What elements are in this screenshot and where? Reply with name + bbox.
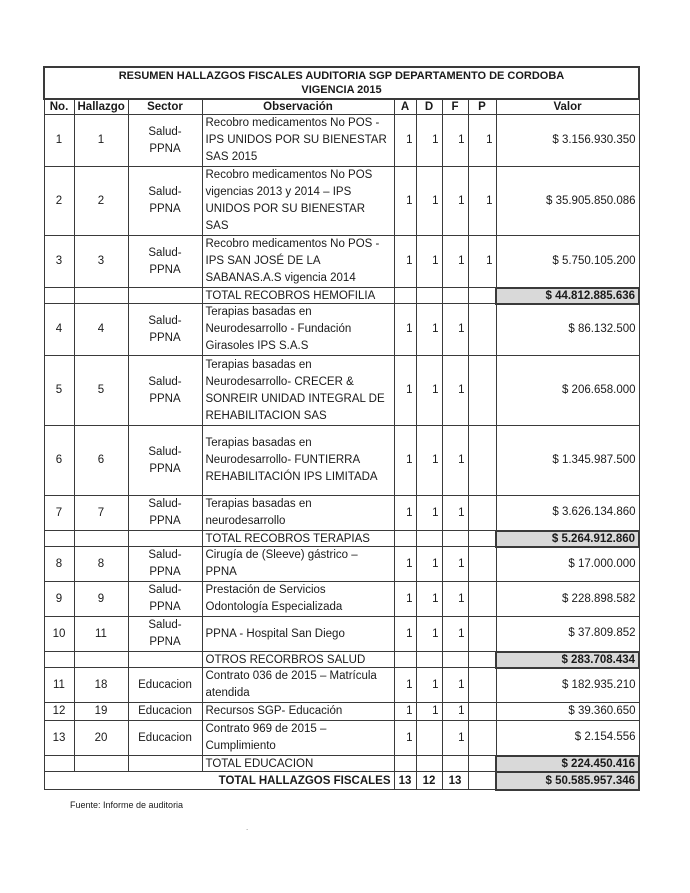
- cell-no: 3: [44, 236, 74, 288]
- cell-p: [468, 304, 496, 356]
- subtotal-blank: [128, 531, 202, 547]
- table-row: [44, 617, 639, 652]
- cell-d: 1: [416, 304, 442, 356]
- cell-d: 1: [416, 582, 442, 617]
- cell-a: 1: [394, 426, 416, 496]
- cell-f: 1: [442, 115, 468, 167]
- title-line-1: RESUMEN HALLAZGOS FISCALES AUDITORIA SGP DEPARTAMENTO DE CORDOBA: [118, 70, 565, 82]
- cell-sector: Salud- PPNA: [128, 115, 202, 167]
- cell-d: 1: [416, 236, 442, 288]
- cell-a: 1: [394, 356, 416, 426]
- subtotal-blank: [44, 756, 74, 772]
- cell-a: 1: [394, 236, 416, 288]
- cell-no: 11: [44, 668, 74, 703]
- subtotal-blank: [468, 288, 496, 304]
- cell-hallazgo: 6: [74, 426, 128, 496]
- cell-valor: $ 39.360.650: [496, 703, 639, 721]
- table-row: [44, 236, 639, 288]
- header-f: F: [442, 99, 468, 115]
- grand-total-row: [44, 772, 639, 790]
- table-row: [44, 356, 639, 426]
- cell-d: [416, 721, 442, 756]
- table-row: [44, 426, 639, 496]
- cell-observacion: Recobro medicamentos No POS - IPS UNIDOS POR SU BIENESTAR SAS 2015: [202, 115, 394, 167]
- header-hallazgo: Hallazgo: [74, 99, 128, 115]
- cell-d: 1: [416, 496, 442, 531]
- stray-mark: .: [246, 823, 249, 832]
- cell-observacion: Terapias basadas en Neurodesarrollo - Fundación Girasoles IPS S.A.S: [202, 304, 394, 356]
- grand-total-p: [468, 772, 496, 790]
- cell-f: 1: [442, 668, 468, 703]
- table-row: [44, 304, 639, 356]
- subtotal-blank: [128, 756, 202, 772]
- header-sector: Sector: [128, 99, 202, 115]
- cell-p: [468, 721, 496, 756]
- subtotal-blank: [416, 288, 442, 304]
- cell-sector: Salud- PPNA: [128, 236, 202, 288]
- cell-no: 1: [44, 115, 74, 167]
- subtotal-label: TOTAL RECOBROS HEMOFILIA: [202, 288, 394, 304]
- table-row: [44, 582, 639, 617]
- subtotal-blank: [394, 531, 416, 547]
- cell-sector: Salud- PPNA: [128, 356, 202, 426]
- title-line-2: VIGENCIA 2015: [301, 84, 382, 96]
- cell-hallazgo: 2: [74, 167, 128, 236]
- cell-p: [468, 496, 496, 531]
- cell-sector: Salud- PPNA: [128, 167, 202, 236]
- subtotal-blank: [44, 652, 74, 668]
- cell-a: 1: [394, 582, 416, 617]
- cell-sector: Educacion: [128, 668, 202, 703]
- grand-total-label: TOTAL HALLAZGOS FISCALES: [44, 772, 394, 790]
- cell-valor: $ 182.935.210: [496, 668, 639, 703]
- subtotal-row: [44, 531, 639, 547]
- header-no: No.: [44, 99, 74, 115]
- cell-hallazgo: 18: [74, 668, 128, 703]
- cell-valor: $ 206.658.000: [496, 356, 639, 426]
- cell-f: 1: [442, 236, 468, 288]
- cell-sector: Salud- PPNA: [128, 547, 202, 582]
- table-row: [44, 547, 639, 582]
- cell-d: 1: [416, 426, 442, 496]
- cell-observacion: Prestación de Servicios Odontología Especializada: [202, 582, 394, 617]
- cell-f: 1: [442, 617, 468, 652]
- subtotal-blank: [468, 756, 496, 772]
- cell-p: 1: [468, 167, 496, 236]
- cell-a: 1: [394, 703, 416, 721]
- subtotal-row: [44, 652, 639, 668]
- cell-no: 10: [44, 617, 74, 652]
- table-body: [44, 115, 639, 772]
- cell-no: 8: [44, 547, 74, 582]
- cell-sector: Educacion: [128, 703, 202, 721]
- cell-no: 13: [44, 721, 74, 756]
- cell-sector: Salud- PPNA: [128, 582, 202, 617]
- cell-a: 1: [394, 304, 416, 356]
- cell-observacion: Terapias basadas en neurodesarrollo: [202, 496, 394, 531]
- subtotal-blank: [416, 531, 442, 547]
- cell-no: 5: [44, 356, 74, 426]
- cell-valor: $ 3.626.134.860: [496, 496, 639, 531]
- cell-hallazgo: 8: [74, 547, 128, 582]
- cell-hallazgo: 11: [74, 617, 128, 652]
- cell-valor: $ 228.898.582: [496, 582, 639, 617]
- cell-valor: $ 37.809.852: [496, 617, 639, 652]
- cell-observacion: Contrato 969 de 2015 – Cumplimiento: [202, 721, 394, 756]
- header-p: P: [468, 99, 496, 115]
- cell-no: 6: [44, 426, 74, 496]
- cell-f: 1: [442, 547, 468, 582]
- subtotal-blank: [74, 652, 128, 668]
- cell-a: 1: [394, 547, 416, 582]
- cell-valor: $ 5.750.105.200: [496, 236, 639, 288]
- cell-d: 1: [416, 167, 442, 236]
- table-row: [44, 115, 639, 167]
- subtotal-blank: [74, 288, 128, 304]
- cell-f: 1: [442, 426, 468, 496]
- subtotal-blank: [74, 756, 128, 772]
- subtotal-row: [44, 288, 639, 304]
- cell-hallazgo: 3: [74, 236, 128, 288]
- cell-f: 1: [442, 356, 468, 426]
- subtotal-blank: [442, 756, 468, 772]
- cell-hallazgo: 5: [74, 356, 128, 426]
- subtotal-blank: [468, 531, 496, 547]
- cell-a: 1: [394, 617, 416, 652]
- subtotal-valor: $ 224.450.416: [496, 756, 639, 772]
- subtotal-blank: [394, 756, 416, 772]
- subtotal-blank: [394, 288, 416, 304]
- cell-a: 1: [394, 167, 416, 236]
- table-title-row: [44, 67, 639, 99]
- subtotal-label: TOTAL EDUCACION: [202, 756, 394, 772]
- cell-observacion: Terapias basadas en Neurodesarrollo- CRECER & SONREIR UNIDAD INTEGRAL DE REHABILITACION SAS: [202, 356, 394, 426]
- cell-no: 12: [44, 703, 74, 721]
- subtotal-valor: $ 44.812.885.636: [496, 288, 639, 304]
- cell-p: [468, 582, 496, 617]
- cell-sector: Salud- PPNA: [128, 426, 202, 496]
- cell-f: 1: [442, 721, 468, 756]
- subtotal-blank: [74, 531, 128, 547]
- cell-valor: $ 3.156.930.350: [496, 115, 639, 167]
- subtotal-blank: [44, 288, 74, 304]
- cell-no: 9: [44, 582, 74, 617]
- subtotal-valor: $ 283.708.434: [496, 652, 639, 668]
- subtotal-blank: [394, 652, 416, 668]
- cell-d: 1: [416, 703, 442, 721]
- subtotal-blank: [442, 652, 468, 668]
- cell-p: [468, 356, 496, 426]
- cell-f: 1: [442, 496, 468, 531]
- cell-p: [468, 668, 496, 703]
- cell-a: 1: [394, 668, 416, 703]
- cell-no: 2: [44, 167, 74, 236]
- subtotal-blank: [416, 756, 442, 772]
- cell-observacion: PPNA - Hospital San Diego: [202, 617, 394, 652]
- cell-valor: $ 35.905.850.086: [496, 167, 639, 236]
- cell-a: 1: [394, 115, 416, 167]
- cell-hallazgo: 4: [74, 304, 128, 356]
- cell-hallazgo: 9: [74, 582, 128, 617]
- cell-no: 7: [44, 496, 74, 531]
- grand-total-a: 13: [394, 772, 416, 790]
- grand-total-d: 12: [416, 772, 442, 790]
- cell-sector: Salud- PPNA: [128, 304, 202, 356]
- subtotal-blank: [416, 652, 442, 668]
- cell-sector: Educacion: [128, 721, 202, 756]
- table-title: [44, 67, 639, 99]
- table-row: [44, 496, 639, 531]
- cell-p: [468, 703, 496, 721]
- subtotal-label: OTROS RECORBROS SALUD: [202, 652, 394, 668]
- findings-table-container: [43, 66, 638, 791]
- subtotal-valor: $ 5.264.912.860: [496, 531, 639, 547]
- cell-f: 1: [442, 582, 468, 617]
- subtotal-label: TOTAL RECOBROS TERAPIAS: [202, 531, 394, 547]
- cell-d: 1: [416, 356, 442, 426]
- table-row: [44, 167, 639, 236]
- table-row: [44, 668, 639, 703]
- cell-valor: $ 17.000.000: [496, 547, 639, 582]
- cell-a: 1: [394, 496, 416, 531]
- cell-observacion: Recursos SGP- Educación: [202, 703, 394, 721]
- cell-f: 1: [442, 304, 468, 356]
- subtotal-row: [44, 756, 639, 772]
- cell-f: 1: [442, 703, 468, 721]
- subtotal-blank: [44, 531, 74, 547]
- subtotal-blank: [442, 288, 468, 304]
- cell-d: 1: [416, 115, 442, 167]
- cell-p: [468, 547, 496, 582]
- subtotal-blank: [468, 652, 496, 668]
- cell-valor: $ 2.154.556: [496, 721, 639, 756]
- cell-observacion: Recobro medicamentos No POS - IPS SAN JOSÉ DE LA SABANAS.A.S vigencia 2014: [202, 236, 394, 288]
- subtotal-blank: [442, 531, 468, 547]
- cell-hallazgo: 20: [74, 721, 128, 756]
- cell-d: 1: [416, 547, 442, 582]
- header-valor: Valor: [496, 99, 639, 115]
- header-row: [44, 99, 639, 115]
- table-row: [44, 721, 639, 756]
- cell-valor: $ 86.132.500: [496, 304, 639, 356]
- cell-hallazgo: 19: [74, 703, 128, 721]
- cell-sector: Salud- PPNA: [128, 617, 202, 652]
- cell-observacion: Cirugía de (Sleeve) gástrico – PPNA: [202, 547, 394, 582]
- subtotal-blank: [128, 288, 202, 304]
- cell-hallazgo: 1: [74, 115, 128, 167]
- header-observacion: Observación: [202, 99, 394, 115]
- grand-total-valor: $ 50.585.957.346: [496, 772, 639, 790]
- cell-p: [468, 617, 496, 652]
- cell-p: 1: [468, 115, 496, 167]
- cell-p: 1: [468, 236, 496, 288]
- grand-total-f: 13: [442, 772, 468, 790]
- cell-observacion: Contrato 036 de 2015 – Matrícula atendida: [202, 668, 394, 703]
- source-footnote: Fuente: Informe de auditoria: [70, 800, 184, 810]
- header-d: D: [416, 99, 442, 115]
- cell-valor: $ 1.345.987.500: [496, 426, 639, 496]
- table-row: [44, 703, 639, 721]
- cell-observacion: Recobro medicamentos No POS vigencias 2013 y 2014 – IPS UNIDOS POR SU BIENESTAR SAS: [202, 167, 394, 236]
- cell-d: 1: [416, 617, 442, 652]
- cell-observacion: Terapias basadas en Neurodesarrollo- FUNTIERRA REHABILITACIÓN IPS LIMITADA: [202, 426, 394, 496]
- subtotal-blank: [128, 652, 202, 668]
- cell-no: 4: [44, 304, 74, 356]
- header-a: A: [394, 99, 416, 115]
- findings-table: [43, 66, 640, 791]
- cell-hallazgo: 7: [74, 496, 128, 531]
- cell-sector: Salud- PPNA: [128, 496, 202, 531]
- cell-p: [468, 426, 496, 496]
- cell-f: 1: [442, 167, 468, 236]
- cell-a: 1: [394, 721, 416, 756]
- cell-d: 1: [416, 668, 442, 703]
